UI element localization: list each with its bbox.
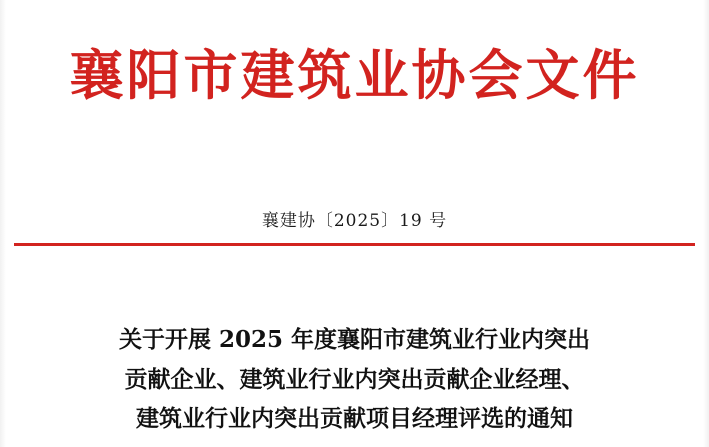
- document-title-line: 建筑业行业内突出贡献项目经理评选的通知: [136, 405, 573, 433]
- document-masthead-title: 襄阳市建筑业协会文件: [69, 43, 640, 107]
- document-number: 襄建协〔2025〕19 号: [261, 211, 448, 231]
- document-title: [60, 320, 649, 439]
- red-separator-rule: [14, 243, 695, 246]
- document-title-line: 贡献企业、建筑业行业内突出贡献企业经理、: [124, 365, 585, 393]
- document-title-line: 关于开展 2025 年度襄阳市建筑业行业内突出: [118, 326, 591, 353]
